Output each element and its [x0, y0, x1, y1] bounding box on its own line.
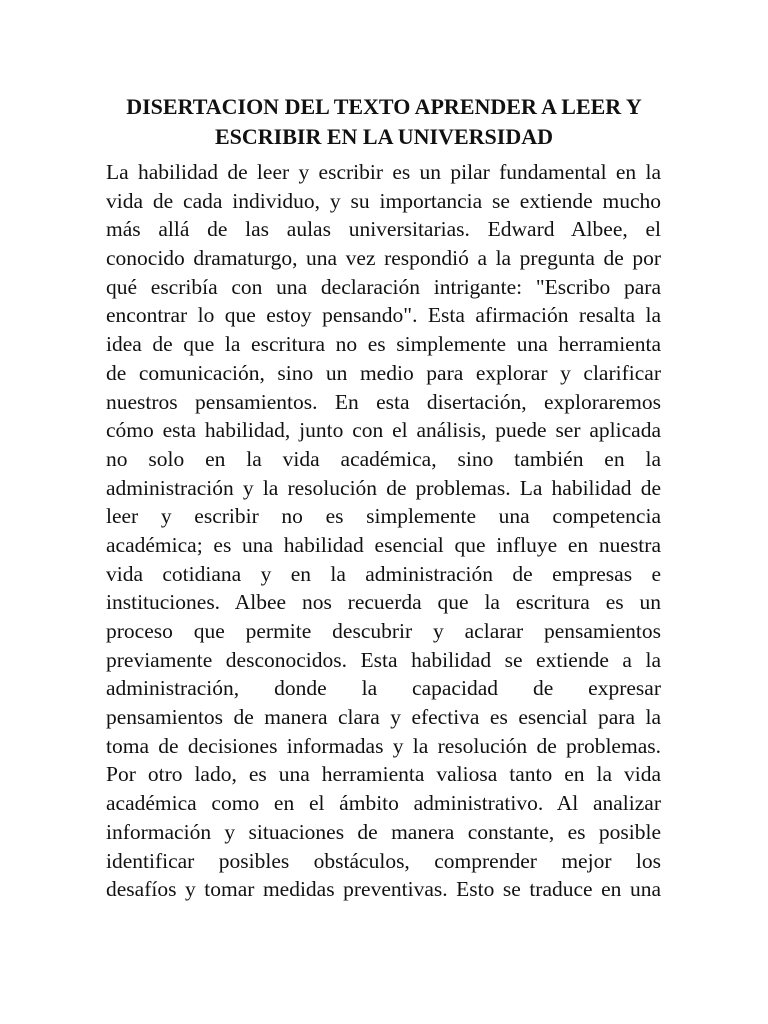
body-line: conocido dramaturgo, una vez respondió a la pregunta de por [106, 246, 661, 271]
body-line: desafíos y tomar medidas preventivas. Esto se traduce en una [106, 877, 661, 902]
body-line: Por otro lado, es una herramienta valiosa tanto en la vida [106, 762, 661, 787]
body-line: académica; es una habilidad esencial que influye en nuestra [106, 532, 661, 557]
body-line: pensamientos de manera clara y efectiva es esencial para la [106, 705, 661, 730]
body-line: encontrar lo que estoy pensando". Esta afirmación resalta la [106, 303, 661, 328]
body-line: identificar posibles obstáculos, comprender mejor los [106, 848, 661, 873]
body-line: nuestros pensamientos. En esta disertación, exploraremos [106, 389, 661, 414]
body-line: vida de cada individuo, y su importancia se extiende mucho [106, 188, 661, 213]
body-line: información y situaciones de manera constante, es posible [106, 819, 661, 844]
body-line: administración, donde la capacidad de expresar [106, 676, 661, 701]
body-line: leer y escribir no es simplemente una competencia [106, 504, 661, 529]
body-line: no solo en la vida académica, sino también en la [106, 446, 661, 471]
body-line: cómo esta habilidad, junto con el análisis, puede ser aplicada [106, 418, 661, 443]
body-line: qué escribía con una declaración intrigante: "Escribo para [106, 274, 661, 299]
body-line: idea de que la escritura no es simplemente una herramienta [106, 332, 661, 357]
document-title [90, 92, 678, 152]
title-line: ESCRIBIR EN LA UNIVERSIDAD [214, 124, 554, 149]
document-body [106, 158, 661, 904]
body-line: proceso que permite descubrir y aclarar pensamientos [106, 619, 661, 643]
body-line: de comunicación, sino un medio para explorar y clarificar [106, 360, 661, 385]
body-line: La habilidad de leer y escribir es un pilar fundamental en la [106, 160, 661, 184]
body-line: académica como en el ámbito administrativo. Al analizar [106, 791, 661, 816]
body-line: previamente desconocidos. Esta habilidad se extiende a la [106, 647, 661, 672]
body-line: vida cotidiana y en la administración de empresas e [106, 561, 661, 586]
body-line: administración y la resolución de problemas. La habilidad de [106, 475, 661, 500]
body-line: más allá de las aulas universitarias. Edward Albee, el [106, 217, 661, 242]
title-line: DISERTACION DEL TEXTO APRENDER A LEER Y [126, 94, 642, 119]
body-line: toma de decisiones informadas y la resolución de problemas. [106, 733, 661, 758]
body-line: instituciones. Albee nos recuerda que la escritura es un [106, 590, 661, 615]
